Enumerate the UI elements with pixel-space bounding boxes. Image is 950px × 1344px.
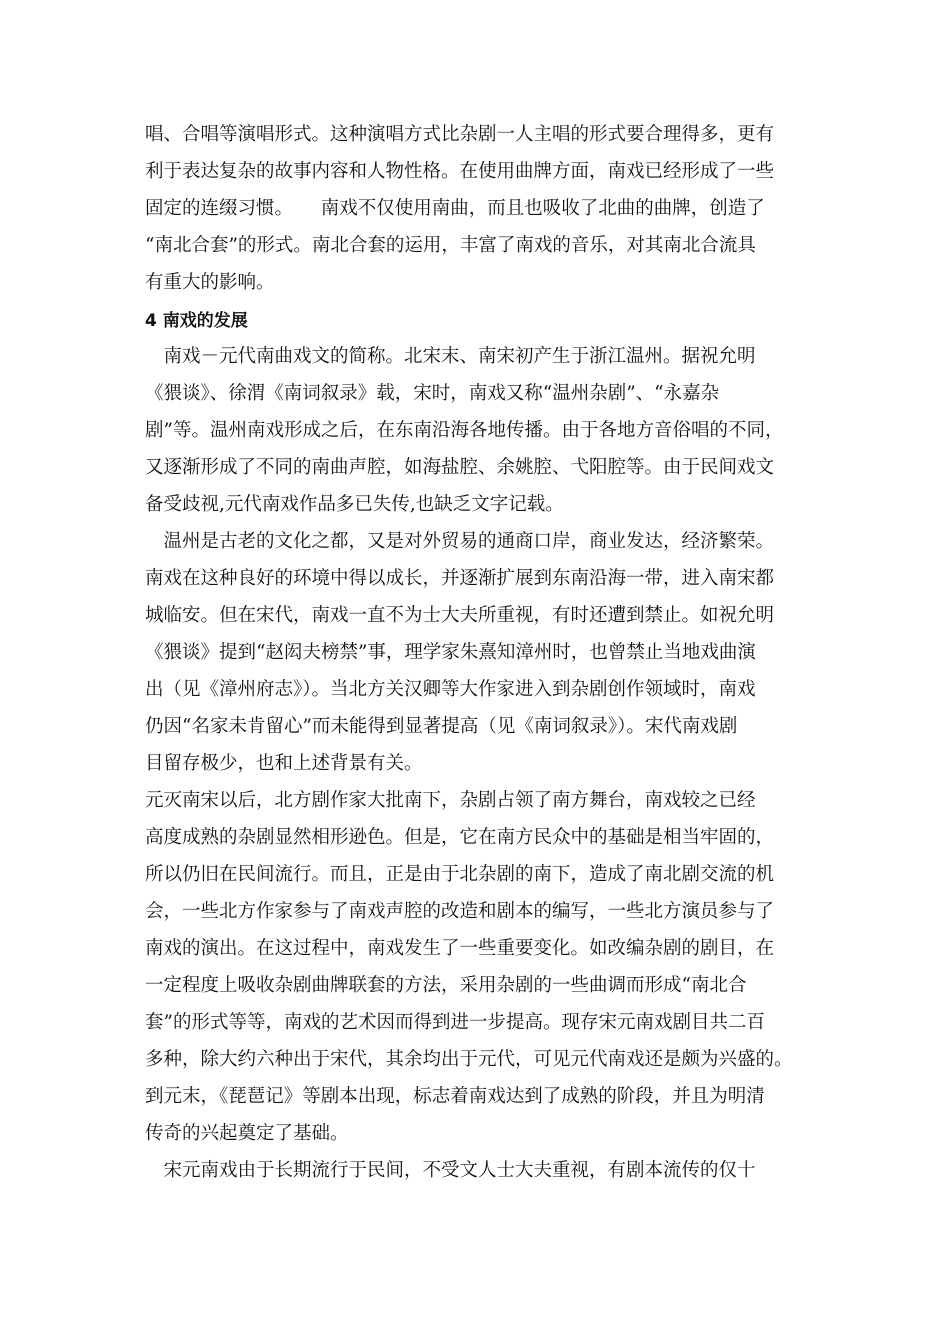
text-line: 一定程度上吸收杂剧曲牌联套的方法，采用杂剧的一些曲调而形成“南北合 xyxy=(145,975,747,996)
text-line: 又逐渐形成了不同的南曲声腔，如海盐腔、余姚腔、弋阳腔等。由于民间戏文 xyxy=(145,457,775,478)
text-line: 出（见《漳州府志》）。当北方关汉卿等大作家进入到杂剧创作领域时，南戏 xyxy=(145,679,756,700)
section-heading: 4 南戏的发展 xyxy=(145,311,248,331)
text-line: 《猥谈》、徐渭《南词叙录》载，宋时，南戏又称“温州杂剧”、“永嘉杂 xyxy=(145,383,720,404)
text-line: 南戏－元代南曲戏文的简称。北宋末、南宋初产生于浙江温州。据祝允明 xyxy=(145,346,756,367)
text-line: 所以仍旧在民间流行。而且，正是由于北杂剧的南下，造成了南北剧交流的机 xyxy=(145,864,775,885)
text-line: 套”的形式等等，南戏的艺术因而得到进一步提高。现存宋元南戏剧目共二百 xyxy=(145,1012,765,1033)
text-line: 城临安。但在宋代，南戏一直不为士大夫所重视，有时还遭到禁止。如祝允明 xyxy=(145,605,775,626)
text-line: 会，一些北方作家参与了南戏声腔的改造和剧本的编写，一些北方演员参与了 xyxy=(145,901,775,922)
text-line: 传奇的兴起奠定了基础。 xyxy=(145,1123,349,1144)
text-line: 南戏的演出。在这过程中，南戏发生了一些重要变化。如改编杂剧的剧目，在 xyxy=(145,938,775,959)
text-line: 元灭南宋以后，北方剧作家大批南下，杂剧占领了南方舞台，南戏较之已经 xyxy=(145,790,756,811)
text-line: “南北合套”的形式。南北合套的运用，丰富了南戏的音乐，对其南北合流具 xyxy=(145,235,756,256)
text-line: 高度成熟的杂剧显然相形逊色。但是，它在南方民众中的基础是相当牢固的， xyxy=(145,827,775,848)
text-line: 利于表达复杂的故事内容和人物性格。在使用曲牌方面，南戏已经形成了一些 xyxy=(145,161,775,182)
text-line: 固定的连缀习惯。 南戏不仅使用南曲，而且也吸收了北曲的曲牌，创造了 xyxy=(145,198,765,219)
text-line: 剧”等。温州南戏形成之后，在东南沿海各地传播。由于各地方音俗唱的不同， xyxy=(145,420,784,441)
text-line: 仍因“名家未肯留心”而未能得到显著提高（见《南词叙录》）。宋代南戏剧 xyxy=(145,716,738,737)
text-line: 唱、合唱等演唱形式。这种演唱方式比杂剧一人主唱的形式要合理得多，更有 xyxy=(145,124,775,145)
text-line: 宋元南戏由于长期流行于民间，不受文人士大夫重视，有剧本流传的仅十 xyxy=(145,1160,756,1181)
text-line: 《猥谈》提到“赵闳夫榜禁”事，理学家朱熹知漳州时，也曾禁止当地戏曲演 xyxy=(145,642,756,663)
text-line: 备受歧视,元代南戏作品多已失传,也缺乏文字记载。 xyxy=(145,494,564,515)
text-line: 多种，除大约六种出于宋代，其余均出于元代，可见元代南戏还是颇为兴盛的。 xyxy=(145,1049,793,1070)
text-line: 有重大的影响。 xyxy=(145,272,275,293)
text-line: 南戏在这种良好的环境中得以成长，并逐渐扩展到东南沿海一带，进入南宋都 xyxy=(145,568,775,589)
text-line: 目留存极少，也和上述背景有关。 xyxy=(145,753,423,774)
text-line: 到元末，《琵琶记》等剧本出现，标志着南戏达到了成熟的阶段，并且为明清 xyxy=(145,1086,765,1107)
text-line: 温州是古老的文化之都，又是对外贸易的通商口岸，商业发达，经济繁荣。 xyxy=(145,531,775,552)
